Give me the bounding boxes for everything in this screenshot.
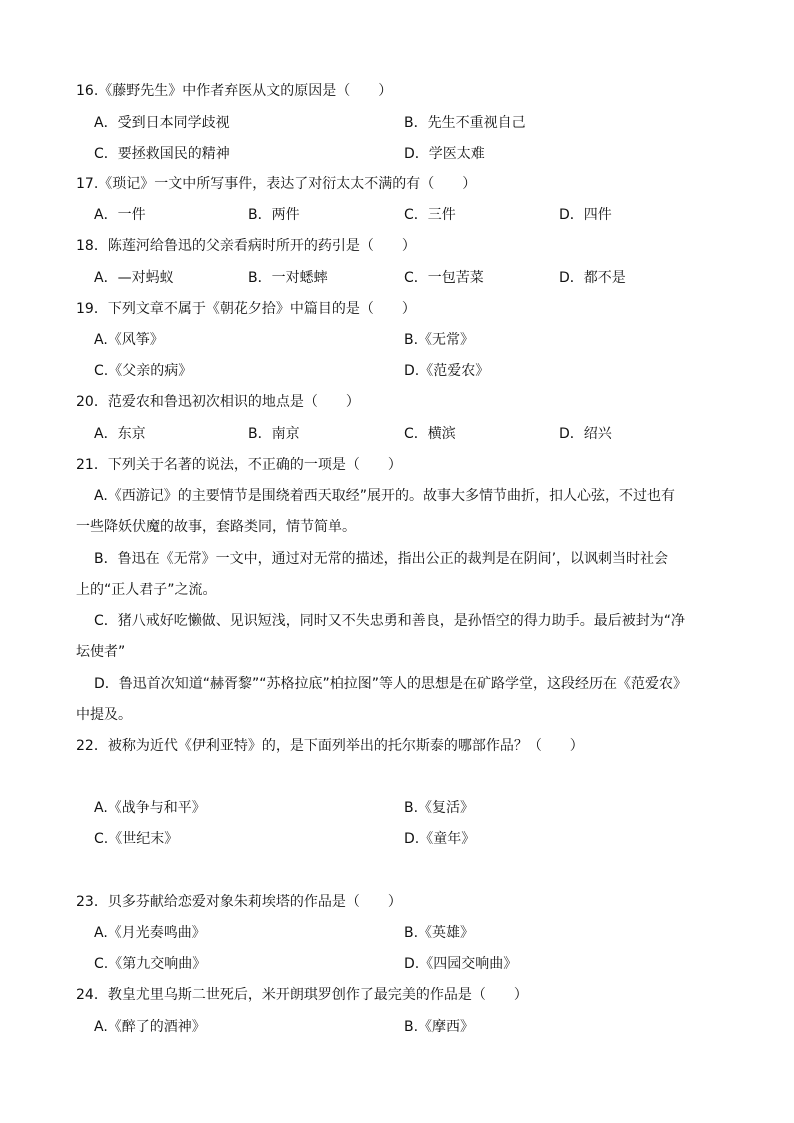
q17-option-c: C．三件 [404, 207, 456, 223]
question-16: 16.《藤野先生》中作者弃医从文的原因是（ ） [76, 83, 393, 99]
q16-option-a: A．受到日本同学歧视 [94, 115, 230, 131]
q20-option-a: A．东京 [94, 426, 146, 442]
q21-option-d-line2: 中提及。 [76, 707, 132, 723]
q21-option-b-line1: B．鲁迅在《无常》一文中，通过对无常的描述，指出公正的裁判是在阴间’，以讽刺当时社会 [94, 551, 669, 567]
q19-option-a: A.《风筝》 [94, 332, 164, 348]
question-20: 20．范爱农和鲁迅初次相识的地点是（ ） [76, 394, 360, 410]
q21-option-a-line2: 一些降妖伏魔的故事，套路类同，情节简单。 [76, 519, 356, 535]
q20-option-d: D．绍兴 [559, 426, 612, 442]
q23-option-a: A.《月光奏鸣曲》 [94, 925, 206, 941]
q18-option-b: B．一对蟋蟀 [248, 270, 328, 286]
q17-option-a: A．一件 [94, 207, 146, 223]
q20-option-c: C．横滨 [404, 426, 456, 442]
q22-option-c: C.《世纪末》 [94, 831, 179, 847]
q24-option-a: A.《醉了的酒神》 [94, 1019, 206, 1035]
q23-option-b: B.《英雄》 [404, 925, 475, 941]
q18-option-c: C．一包苦菜 [404, 270, 484, 286]
q17-option-b: B．两件 [248, 207, 300, 223]
q17-option-d: D．四件 [559, 207, 612, 223]
q18-option-a: A．—对蚂蚁 [94, 270, 174, 286]
q21-option-d-line1: D．鲁迅首次知道“赫胥黎”“苏格拉底”柏拉图”等人的思想是在矿路学堂，这段经历在《范爱农》 [94, 676, 688, 692]
q22-option-b: B.《复活》 [404, 800, 475, 816]
q23-option-d: D.《四园交响曲》 [404, 956, 518, 972]
q21-option-c-line2: 坛使者” [76, 644, 126, 660]
q20-option-b: B．南京 [248, 426, 300, 442]
q22-option-d: D.《童年》 [404, 831, 476, 847]
q23-option-c: C.《第九交响曲》 [94, 956, 207, 972]
q19-option-b: B.《无常》 [404, 332, 475, 348]
q16-option-c: C．要拯救国民的精神 [94, 146, 230, 162]
question-24: 24．教皇尤里乌斯二世死后，米开朗琪罗创作了最完美的作品是（ ） [76, 987, 528, 1003]
q21-option-b-line2: 上的“正人君子”之流。 [76, 582, 217, 598]
q24-option-b: B.《摩西》 [404, 1019, 475, 1035]
q19-option-c: C.《父亲的病》 [94, 363, 193, 379]
question-18: 18．陈莲河给鲁迅的父亲看病时所开的药引是（ ） [76, 238, 416, 254]
q21-option-c-line1: C．猪八戒好吃懒做、见识短浅，同时又不失忠勇和善良，是孙悟空的得力助手。最后被封为“净 [94, 613, 686, 629]
q18-option-d: D．都不是 [559, 270, 626, 286]
q16-option-b: B．先生不重视自己 [404, 115, 526, 131]
question-23: 23．贝多芬献给恋爱对象朱莉埃塔的作品是（ ） [76, 894, 402, 910]
q22-option-a: A.《战争与和平》 [94, 800, 206, 816]
q16-option-d: D．学医太难 [404, 146, 485, 162]
question-22: 22．被称为近代《伊利亚特》的，是下面列举出的托尔斯泰的哪部作品？（ ） [76, 738, 584, 754]
question-17: 17.《琐记》一文中所写事件，表达了对衍太太不满的有（ ） [76, 176, 477, 192]
q19-option-d: D.《范爱农》 [404, 363, 490, 379]
question-19: 19．下列文章不属于《朝花夕拾》中篇目的是（ ） [76, 301, 416, 317]
question-21: 21．下列关于名著的说法，不正确的一项是（ ） [76, 457, 402, 473]
q21-option-a-line1: A.《西游记》的主要情节是围绕着西天取经”展开的。故事大多情节曲折，扣人心弦，不过也有 [94, 488, 676, 504]
